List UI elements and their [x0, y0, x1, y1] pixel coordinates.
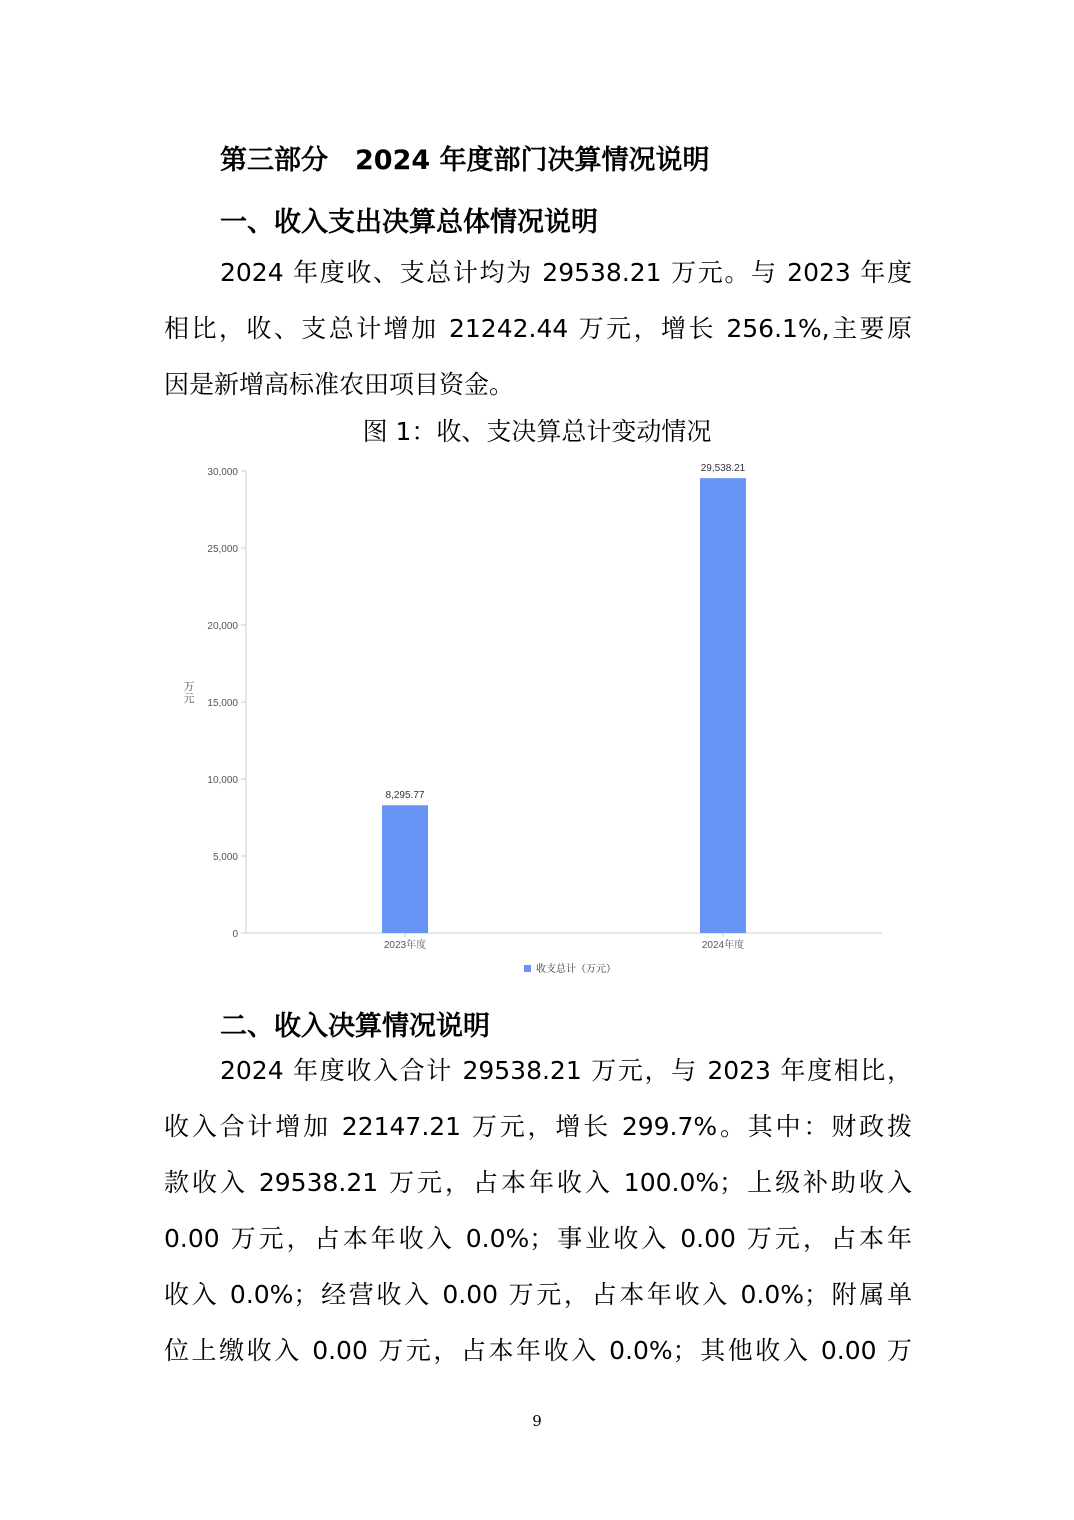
paragraph-line: 2024 年度收、支总计均为 29538.21 万元。与 2023 年度	[220, 258, 912, 287]
section2-paragraph	[164, 1043, 912, 1379]
bar	[382, 805, 428, 933]
paragraph-line: 0.00 万元，占本年收入 0.0%；事业收入 0.00 万元，占本年	[164, 1224, 912, 1253]
y-tick-label: 20,000	[207, 621, 238, 632]
x-tick-label: 2023年度	[383, 940, 427, 951]
y-tick-label: 10,000	[207, 775, 238, 786]
paragraph-line: 款收入 29538.21 万元，占本年收入 100.0%；上级补助收入	[164, 1168, 912, 1197]
paragraph-line: 2024 年度收入合计 29538.21 万元，与 2023 年度相比，	[220, 1056, 912, 1085]
section2-heading: 二、收入决算情况说明	[220, 1011, 490, 1042]
page-number: 9	[532, 1412, 542, 1430]
y-tick-label: 25,000	[207, 544, 238, 555]
y-axis-title-char: 万	[183, 681, 195, 693]
paragraph-line: 收入 0.0%；经营收入 0.00 万元，占本年收入 0.0%；附属单	[164, 1280, 912, 1309]
paragraph-line: 位上缴收入 0.00 万元，占本年收入 0.0%；其他收入 0.00 万	[164, 1336, 912, 1365]
paragraph-line: 收入合计增加 22147.21 万元，增长 299.7%。其中：财政拨	[164, 1112, 912, 1141]
section1-paragraph	[164, 245, 912, 413]
revenue-expenditure-bar-chart	[170, 455, 900, 985]
paragraph-line: 因是新增高标准农田项目资金。	[164, 370, 515, 399]
legend-swatch	[524, 965, 531, 972]
figure-caption: 图 1：收、支决算总计变动情况	[362, 417, 712, 446]
paragraph-line: 相比，收、支总计增加 21242.44 万元，增长 256.1%,主要原	[164, 314, 912, 343]
y-tick-label: 0	[232, 929, 238, 940]
section1-heading: 一、收入支出决算总体情况说明	[220, 207, 598, 238]
bar	[700, 478, 746, 933]
bar-value-label: 8,295.77	[385, 790, 425, 802]
y-axis-title-char: 元	[183, 693, 195, 705]
y-tick-label: 30,000	[207, 467, 238, 478]
y-tick-label: 15,000	[207, 698, 238, 709]
part-title: 第三部分 2024 年度部门决算情况说明	[220, 145, 710, 176]
x-tick-label: 2024年度	[701, 940, 745, 951]
y-tick-label: 5,000	[212, 852, 238, 863]
bar-value-label: 29,538.21	[700, 463, 746, 475]
legend-label: 收支总计（万元）	[536, 964, 616, 975]
